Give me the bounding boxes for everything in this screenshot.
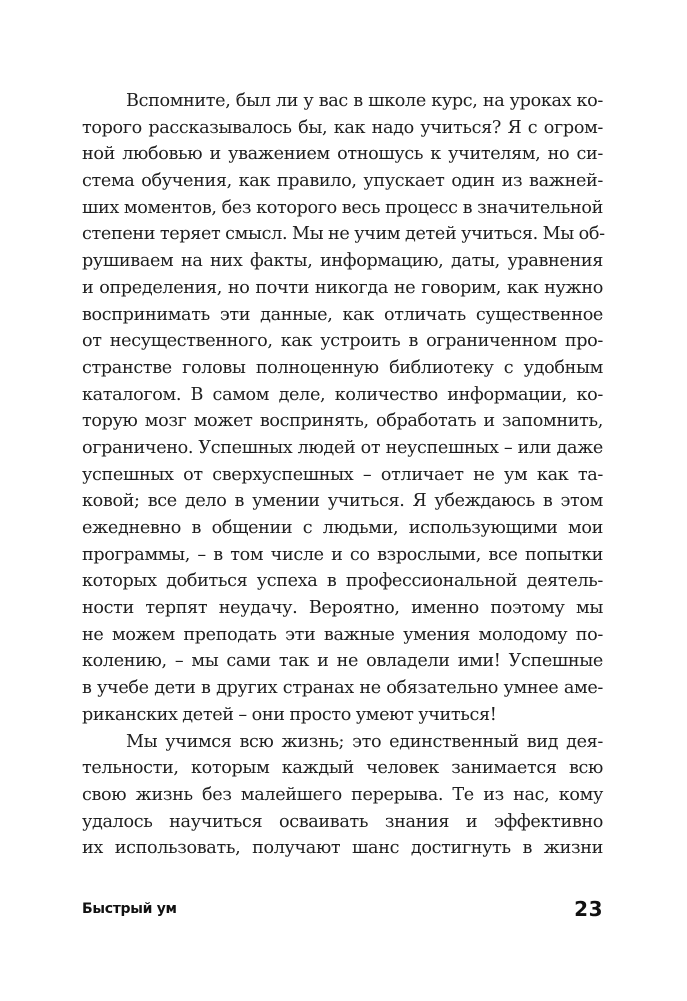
text-line: ших моментов, без которого весь процесс в значительной (82, 197, 603, 218)
text-line: ограничено. Успешных людей от неуспешных – или даже (82, 437, 603, 458)
text-line: свою жизнь без малейшего перерыва. Те из нас, кому (82, 784, 603, 805)
text-line: ности терпят неудачу. Вероятно, именно поэтому мы (82, 598, 603, 619)
text-line: от несущественного, как устроить в ограниченном про- (82, 331, 603, 352)
running-title: Быстрый ум (82, 901, 177, 917)
text-line: которых добиться успеха в профессиональной деятель- (82, 571, 603, 592)
text-line: степени теряет смысл. Мы не учим детей учиться. Мы об- (82, 224, 605, 245)
text-line: удалось научиться осваивать знания и эффективно (82, 811, 603, 832)
text-line: не можем преподать эти важные умения молодому по- (82, 624, 603, 645)
text-line: Вспомните, был ли у вас в школе курс, на уроках ко- (126, 91, 603, 111)
text-line: стема обучения, как правило, упускает один из важней- (82, 171, 603, 192)
book-page-body (82, 88, 603, 862)
text-line: тельности, которым каждый человек занимается всю (82, 758, 603, 779)
text-line: успешных от сверхуспешных – отличает не ум как та- (82, 464, 603, 485)
paragraph-1 (82, 88, 603, 729)
paragraph-2 (82, 729, 603, 862)
text-line: риканских детей – они просто умеют учиться! (82, 704, 497, 725)
text-line: торого рассказывалось бы, как надо учиться? Я с огром- (82, 117, 603, 138)
text-line: рушиваем на них факты, информацию, даты, уравнения (82, 251, 603, 272)
text-line: и определения, но почти никогда не говорим, как нужно (82, 277, 603, 298)
text-line: торую мозг может воспринять, обработать и запомнить, (82, 411, 603, 432)
text-line: странстве головы полноценную библиотеку с удобным (82, 357, 603, 378)
text-line: ной любовью и уважением отношусь к учителям, но си- (82, 144, 603, 165)
text-line: Мы учимся всю жизнь; это единственный вид дея- (126, 731, 603, 752)
text-line: программы, – в том числе и со взрослыми, все попытки (82, 544, 603, 565)
text-line: в учебе дети в других странах не обязательно умнее аме- (82, 678, 603, 699)
text-line: каталогом. В самом деле, количество информации, ко- (82, 384, 603, 405)
text-line: ковой; все дело в умении учиться. Я убеждаюсь в этом (82, 491, 603, 512)
page-number: 23 (574, 897, 603, 921)
text-line: воспринимать эти данные, как отличать существенное (82, 304, 603, 325)
page-footer (82, 896, 603, 922)
text-line: ежедневно в общении с людьми, использующими мои (82, 518, 603, 538)
text-line: колению, – мы сами так и не овладели ими! Успешные (82, 651, 603, 672)
text-line: их использовать, получают шанс достигнуть в жизни (82, 838, 603, 859)
